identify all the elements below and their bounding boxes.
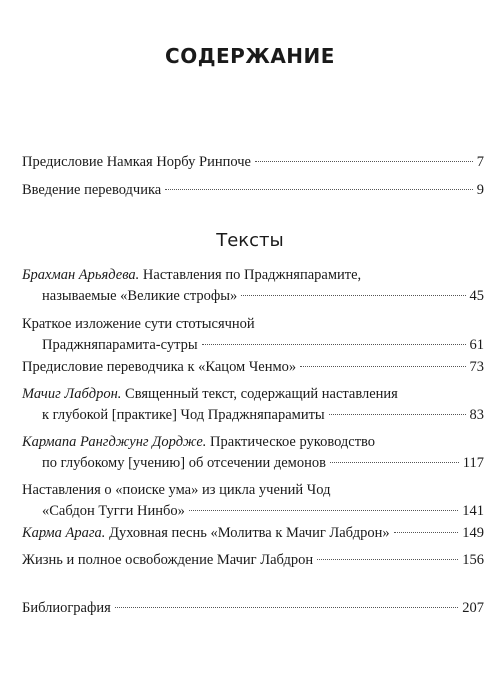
toc-entry[interactable] bbox=[22, 550, 484, 571]
toc-entry[interactable] bbox=[22, 314, 484, 356]
dot-leader bbox=[165, 189, 473, 190]
toc-entry-author: Кармапа Рангджунг Дордже. bbox=[22, 434, 207, 450]
toc-page-number: 61 bbox=[469, 337, 484, 353]
dot-leader bbox=[329, 414, 466, 415]
toc-page-number: 7 bbox=[476, 154, 484, 170]
toc-page-number: 156 bbox=[462, 552, 484, 568]
toc-entry-title: Духовная песнь «Молитва к Мачиг Лабдрон» bbox=[105, 525, 390, 541]
dot-leader bbox=[394, 532, 459, 533]
toc-entry[interactable] bbox=[22, 432, 484, 474]
toc-entry-introduction[interactable] bbox=[22, 180, 484, 201]
section-heading: Тексты bbox=[216, 230, 284, 251]
toc-entry-title-cont: к глубокой [практике] Чод Праджняпарамиты bbox=[42, 407, 325, 423]
toc-page-number: 9 bbox=[476, 182, 484, 198]
toc-page-number: 207 bbox=[462, 600, 484, 616]
toc-entry-title: Введение переводчика bbox=[22, 182, 162, 198]
toc-entry-title: Предисловие переводчика к «Кацом Ченмо» bbox=[22, 359, 297, 375]
toc-entry[interactable] bbox=[22, 357, 484, 378]
toc-page-number: 149 bbox=[462, 525, 484, 541]
toc-page-number: 83 bbox=[469, 407, 484, 423]
dot-leader bbox=[317, 559, 458, 560]
toc-entry-author: Мачиг Лабдрон. bbox=[22, 386, 122, 402]
toc-entry-title: Краткое изложение сути стотысячной bbox=[22, 316, 255, 332]
dot-leader bbox=[241, 295, 465, 296]
page-title: СОДЕРЖАНИЕ bbox=[165, 44, 335, 68]
toc-page-number: 117 bbox=[462, 455, 484, 471]
toc-entry-title: Практическое руководство bbox=[206, 434, 376, 450]
dot-leader bbox=[330, 462, 459, 463]
toc-entry-author: Брахман Арьядева. bbox=[22, 267, 140, 283]
toc-entry[interactable] bbox=[22, 384, 484, 426]
toc-page-number: 73 bbox=[469, 359, 484, 375]
toc-entry[interactable] bbox=[22, 523, 484, 544]
toc-entry-title-cont: «Сабдон Тугги Нинбо» bbox=[42, 503, 185, 519]
toc-page-number: 45 bbox=[469, 288, 484, 304]
toc-entry-title: Жизнь и полное освобождение Мачиг Лабдрон bbox=[22, 552, 314, 568]
dot-leader bbox=[115, 607, 458, 608]
toc-entry-title-cont: называемые «Великие строфы» bbox=[42, 288, 238, 304]
toc-entry[interactable] bbox=[22, 480, 484, 522]
toc-entry-title: Наставления о «поиске ума» из цикла учений Чод bbox=[22, 482, 331, 498]
toc-entry-title: Библиография bbox=[22, 600, 111, 616]
dot-leader bbox=[300, 366, 465, 367]
toc-entry[interactable] bbox=[22, 265, 484, 307]
toc-entry-preface[interactable] bbox=[22, 152, 484, 173]
toc-entry-title-cont: Праджняпарамита-сутры bbox=[42, 337, 198, 353]
dot-leader bbox=[202, 344, 466, 345]
toc-entry-author: Карма Арага. bbox=[22, 525, 106, 541]
toc-page-number: 141 bbox=[462, 503, 484, 519]
toc-entry-title-cont: по глубокому [учению] об отсечении демонов bbox=[42, 455, 326, 471]
dot-leader bbox=[255, 161, 473, 162]
toc-entry-title: Предисловие Намкая Норбу Ринпоче bbox=[22, 154, 251, 170]
toc-entry-title: Наставления по Праджняпарамите, bbox=[139, 267, 362, 283]
dot-leader bbox=[189, 510, 458, 511]
toc-entry-bibliography[interactable] bbox=[22, 598, 484, 619]
toc-entry-title: Священный текст, содержащий наставления bbox=[121, 386, 398, 402]
